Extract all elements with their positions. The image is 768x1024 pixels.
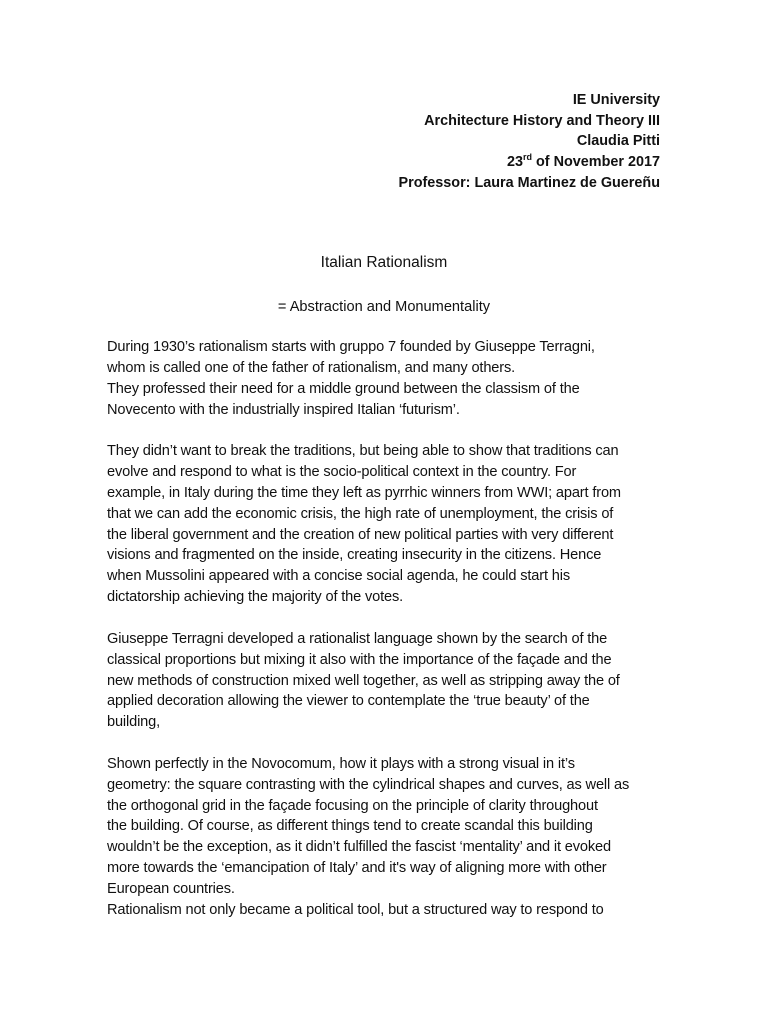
paragraph-line: when Mussolini appeared with a concise social agenda, he could start his <box>107 568 570 585</box>
paragraph-line: whom is called one of the father of rationalism, and many others. <box>107 359 516 376</box>
date-day: 23 <box>507 154 524 171</box>
document-title: Italian Rationalism <box>320 254 448 271</box>
paragraph <box>107 629 673 733</box>
document-header <box>399 90 661 194</box>
paragraph <box>107 754 673 921</box>
date-ordinal-suffix: rd <box>523 152 533 163</box>
paragraph-line: the liberal government and the creation of new political parties with very different <box>107 526 614 543</box>
paragraph-line: new methods of construction mixed well together, as well as stripping away the of <box>107 672 620 689</box>
document-subtitle: = Abstraction and Monumentality <box>277 299 491 315</box>
paragraph-line: European countries. <box>107 880 235 897</box>
paragraph <box>107 337 673 420</box>
paragraph-line: the building. Of course, as different things tend to create scandal this building <box>107 818 593 835</box>
paragraph-line: dictatorship achieving the majority of the votes. <box>107 589 404 606</box>
paragraph-line: They didn’t want to break the traditions, but being able to show that traditions can <box>107 443 619 460</box>
paragraph-line: Shown perfectly in the Novocomum, how it plays with a strong visual in it’s <box>107 755 575 772</box>
paragraph-line: visions and fragmented on the inside, creating insecurity in the citizens. Hence <box>107 547 602 564</box>
paragraph-line: They professed their need for a middle ground between the classism of the <box>107 380 580 397</box>
professor-name: Professor: Laura Martinez de Guereñu <box>398 174 660 191</box>
document-body <box>107 337 673 921</box>
paragraph-gap <box>107 420 673 441</box>
paragraph-line: example, in Italy during the time they left as pyrrhic winners from WWI; apart from <box>107 484 621 501</box>
paragraph-line: geometry: the square contrasting with the cylindrical shapes and curves, as well as <box>107 776 630 793</box>
course-name: Architecture History and Theory III <box>424 112 660 129</box>
paragraph-line: more towards the ‘emancipation of Italy’ and it's way of aligning more with other <box>107 860 607 877</box>
paragraph-line: evolve and respond to what is the socio-political context in the country. For <box>107 464 577 481</box>
paragraph-line: Rationalism not only became a political tool, but a structured way to respond to <box>107 901 604 918</box>
paragraph-line: the orthogonal grid in the façade focusing on the principle of clarity throughout <box>107 797 598 814</box>
paragraph-line: Novecento with the industrially inspired Italian ‘futurism’. <box>107 401 460 418</box>
paragraph <box>107 441 673 608</box>
university-name: IE University <box>572 92 660 108</box>
paragraph-line: During 1930’s rationalism starts with gruppo 7 founded by Giuseppe Terragni, <box>107 339 595 355</box>
paragraph-line: applied decoration allowing the viewer to contemplate the ‘true beauty’ of the <box>107 693 590 710</box>
paragraph-line: that we can add the economic crisis, the high rate of unemployment, the crisis of <box>107 505 614 522</box>
paragraph-gap <box>107 608 673 629</box>
paragraph-gap <box>107 733 673 754</box>
paragraph-line: wouldn’t be the exception, as it didn’t fulfilled the fascist ‘mentality’ and it evoked <box>107 839 611 856</box>
paragraph-line: classical proportions but mixing it also with the importance of the façade and the <box>107 651 612 668</box>
paragraph-line: building, <box>107 714 161 731</box>
author-name: Claudia Pitti <box>576 133 660 150</box>
date-rest: of November 2017 <box>532 154 660 171</box>
document-date <box>399 152 661 173</box>
paragraph-line: Giuseppe Terragni developed a rationalist language shown by the search of the <box>107 630 608 647</box>
